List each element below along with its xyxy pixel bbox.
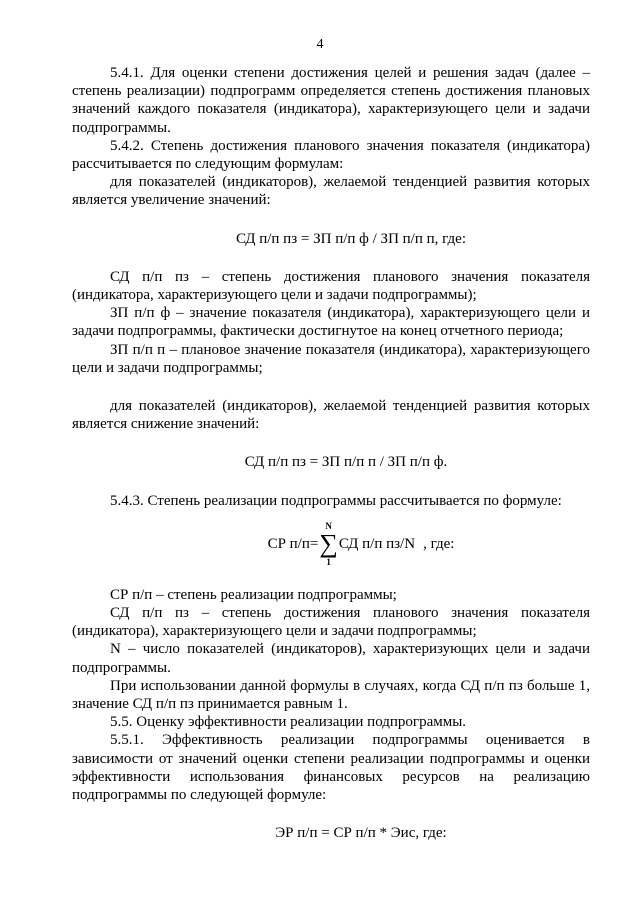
document-body xyxy=(72,64,590,843)
formula-efficiency: ЭР п/п = СР п/п * Эис, где: xyxy=(275,825,447,842)
definition-n: N – число показателей (индикаторов), характеризующих цели и задачи подпрограммы. xyxy=(72,641,590,676)
formula-sum-where: , где: xyxy=(423,535,455,552)
summation-sign xyxy=(319,521,338,567)
paragraph-5-5-1: 5.5.1. Эффективность реализации подпрограммы оценивается в зависимости от значений оценки степени реализации подпрограммы и оценки эффективности использования финансовых ресурсов на реализацию подпрограммы по следующей формуле: xyxy=(72,732,590,804)
formula-increase: СД п/п пз = ЗП п/п ф / ЗП п/п п, где: xyxy=(235,230,467,247)
paragraph-increase-case: для показателей (индикаторов), желаемой тенденцией развития которых является увеличение значений: xyxy=(72,174,590,209)
paragraph-usage-note: При использовании данной формулы в случаях, когда СД п/п пз больше 1, значение СД п/п пз принимается равным 1. xyxy=(72,677,590,713)
summation-lower-limit: 1 xyxy=(326,556,331,567)
formula-sum xyxy=(132,516,590,572)
paragraph-decrease-case: для показателей (индикаторов), желаемой тенденцией развития которых является снижение значений: xyxy=(72,398,590,433)
summation-upper-limit: N xyxy=(325,520,332,531)
page-number: 4 xyxy=(316,37,324,52)
definition-zp-fact: ЗП п/п ф – значение показателя (индикатора), характеризующего цели и задачи подпрограммы, фактически достигнутое на конец отчетного периода; xyxy=(72,305,590,340)
paragraph-5-4-2: 5.4.2. Степень достижения планового значения показателя (индикатора) рассчитывается по следующим формулам: xyxy=(72,137,590,173)
paragraph-5-5: 5.5. Оценку эффективности реализации подпрограммы. xyxy=(110,714,467,731)
paragraph-5-4-3: 5.4.3. Степень реализации подпрограммы рассчитывается по формуле: xyxy=(110,492,562,509)
formula-sum-rhs: СД п/п пз/N xyxy=(338,535,416,552)
paragraph-5-4-1: 5.4.1. Для оценки степени достижения целей и решения задач (далее – степень реализации) подпрограмм определяется степень достижения плановых значений каждого показателя (индикатора), характеризующего цели и задачи подпрограммы. xyxy=(72,65,590,136)
sigma-symbol: ∑ xyxy=(319,528,338,558)
definition-sr: СР п/п – степень реализации подпрограммы; xyxy=(110,586,397,603)
definition-sd: СД п/п пз – степень достижения планового значения показателя (индикатора, характеризующего цели и задачи подпрограммы); xyxy=(72,268,590,304)
formula-decrease: СД п/п пз = ЗП п/п п / ЗП п/п ф. xyxy=(244,454,448,471)
definition-zp-plan: ЗП п/п п – плановое значение показателя (индикатора), характеризующего цели и задачи подпрограммы; xyxy=(72,341,590,376)
definition-sd-2: СД п/п пз – степень достижения планового значения показателя (индикатора), характеризующего цели и задачи подпрограммы; xyxy=(72,605,590,640)
formula-sum-lhs: СР п/п= xyxy=(267,535,319,552)
